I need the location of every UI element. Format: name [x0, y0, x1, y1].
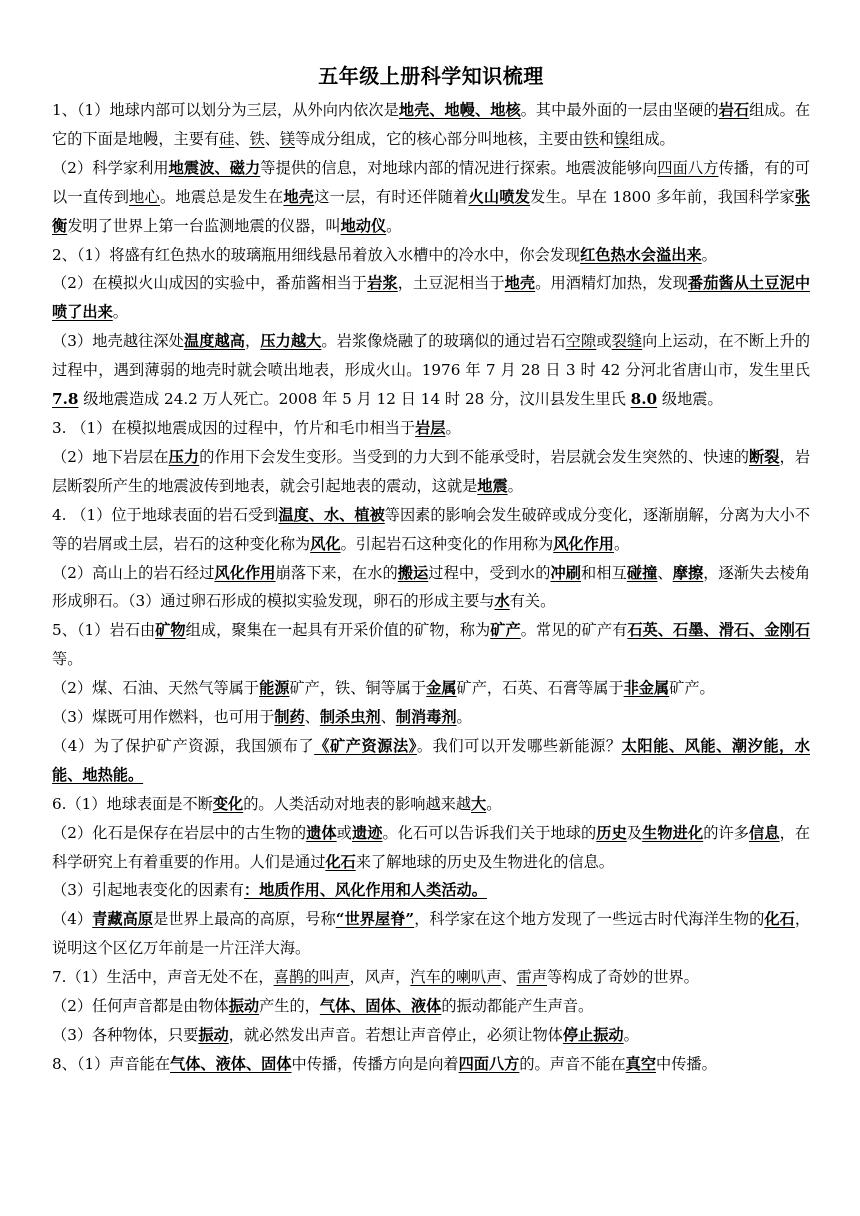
- key-term: 压力: [168, 447, 200, 466]
- text-segment: 。化石可以告诉我们关于地球的: [382, 823, 597, 842]
- text-segment: 的。声音不能在: [519, 1054, 626, 1073]
- text-segment: 1、（1）地球内部可以划分为三层，从外向内依次是: [52, 101, 399, 119]
- text-segment: 发生。早在 1800 多年前，我国科学家: [530, 187, 795, 206]
- key-term: 地震波、磁力: [168, 158, 261, 177]
- text-segment: 矿产，石英、石膏等属于: [456, 679, 624, 698]
- text-segment: （2）煤、石油、天然气等属于: [52, 679, 260, 698]
- key-term: 制杀虫剂: [319, 708, 381, 727]
- text-segment: （2）地下岩层在: [52, 447, 169, 466]
- key-term: 气体、固体、液体: [319, 997, 442, 1016]
- key-term: 《矿产资源法》: [314, 736, 417, 755]
- text-segment: ，就必然发出声音。若想让声音停止，必须让物体: [228, 1026, 563, 1044]
- text-segment: 过程中，受到水的: [428, 563, 551, 582]
- document-title: 五年级上册科学知识梳理: [318, 64, 544, 88]
- text-segment: 。引起岩石这种变化的作用称为: [340, 534, 554, 553]
- key-term: 岩浆: [367, 274, 398, 293]
- key-term: “世界屋脊”: [335, 910, 415, 929]
- text-segment: 、: [380, 708, 396, 727]
- text-segment: （2）化石是保存在岩层中的古生物的: [52, 823, 307, 842]
- text-segment: 矿产。: [669, 679, 715, 698]
- key-term: 风化作用: [553, 534, 614, 553]
- key-term: 遗迹: [351, 823, 383, 842]
- key-term: 搬运: [397, 563, 429, 582]
- text-segment: （2）科学家利用: [52, 158, 169, 177]
- text-segment: 及: [626, 823, 643, 842]
- text-segment: （3）煤既可用作燃料，也可用于: [52, 708, 275, 727]
- text-segment: 崩落下来，在水的: [275, 563, 398, 582]
- key-term: 风化: [310, 534, 341, 553]
- text-segment: 。常见的矿产有: [520, 621, 628, 640]
- key-term: 生物进化: [642, 823, 704, 842]
- text-segment: 这一层，有时还伴随着: [314, 187, 469, 206]
- text-segment: ，岩层断裂所产生的地震波传到地表，就会引起地表的震动，这就是: [52, 447, 811, 495]
- text-segment: 、: [501, 968, 517, 987]
- text-segment: 的许多: [703, 823, 750, 842]
- key-term: 振动: [198, 1026, 229, 1044]
- key-term: 石英、石墨、滑石、金刚石: [627, 621, 811, 640]
- text-segment: 矿产，铁、铜等属于: [289, 679, 427, 698]
- key-term: 信息: [749, 823, 780, 842]
- text-segment: 。: [112, 303, 128, 322]
- key-term: 铁: [583, 129, 599, 148]
- text-segment: （2）任何声音都是由物体: [52, 997, 229, 1016]
- key-term: 青藏高原: [92, 910, 154, 929]
- text-segment: 有关。: [509, 592, 556, 611]
- text-segment: 7.（1）生活中，声音无处不在，: [52, 968, 274, 987]
- text-segment: 组成。: [629, 129, 675, 148]
- text-segment: 发明了世界上第一台监测地震的仪器，叫: [67, 216, 341, 235]
- paragraph: [52, 327, 810, 414]
- paragraph: [52, 963, 810, 992]
- text-segment: 等成分组成，它的核心部分叫地核，主要由: [295, 129, 584, 148]
- text-segment: 、: [234, 129, 250, 148]
- text-segment: ，逐渐失去棱角形成卵石。（3）通过卵石形成的模拟实验发现，卵石的形成主要与: [52, 563, 811, 611]
- text-segment: 组成。在它的下面是地幔，主要有: [52, 101, 811, 148]
- text-segment: ，土豆泥相当于: [397, 274, 505, 293]
- text-segment: 传播，有的可以一直传到: [52, 158, 811, 206]
- text-segment: 或: [596, 332, 612, 351]
- text-segment: 来了解地球的历史及生物进化的信息。: [355, 852, 614, 871]
- key-term: 碰撞: [626, 563, 658, 582]
- text-segment: 。: [507, 476, 523, 495]
- text-segment: 等提供的信息，对地球内部的情况进行探索。地震波能够向: [260, 158, 658, 177]
- text-segment: ，说明这个区亿万年前是一片汪洋大海。: [52, 910, 811, 958]
- key-term: 制药: [274, 708, 305, 727]
- key-term: 真空: [625, 1054, 657, 1073]
- key-term: 制消毒剂: [395, 708, 457, 727]
- text-segment: 等因素的影响会发生破碎或成分变化，逐渐崩解，分离为大小不等的岩屑或土层，岩石的这种变化称为: [52, 505, 811, 553]
- paragraph: [52, 443, 810, 501]
- key-term: 遗体: [306, 823, 337, 842]
- text-segment: 。: [456, 708, 472, 727]
- text-segment: 。我们可以开发哪些新能源？: [416, 736, 622, 755]
- key-term: 番茄酱从土豆泥中喷了出来: [52, 274, 811, 322]
- key-term: 岩层: [415, 418, 446, 437]
- text-segment: （3）地壳越往深处: [52, 332, 184, 351]
- key-term: 岩石: [718, 101, 750, 119]
- text-segment: 向上运动，在不断上升的过程中，遇到薄弱的地壳时就会喷出地表，形成火山。1976 年 7 月 28 日 3 时 42 分河北省唐山市，发生里氏: [52, 332, 811, 380]
- text-segment: 。用酒精灯加热，发现: [535, 274, 688, 293]
- key-term: 地动仪: [340, 216, 387, 235]
- paragraph: [52, 732, 810, 790]
- key-term: 化石: [325, 852, 356, 871]
- text-segment: ，风声，: [349, 968, 411, 987]
- text-segment: ，在科学研究上有着重要的作用。人们是通过: [52, 823, 811, 871]
- text-segment: 4. （1）位于地球表面的岩石受到: [52, 505, 279, 524]
- text-segment: （2）高山上的岩石经过: [52, 563, 215, 582]
- text-segment: 是世界上最高的高原，号称: [153, 910, 336, 929]
- key-term: 水: [494, 592, 510, 611]
- key-term: 张衡: [52, 187, 811, 235]
- text-segment: 。: [623, 1026, 639, 1044]
- key-term: 硅: [219, 129, 235, 148]
- key-term: 压力越大: [260, 332, 322, 351]
- text-segment: 组成，聚集在一起具有开采价值的矿物，称为: [185, 621, 491, 640]
- text-segment: 。: [486, 794, 502, 813]
- paragraph: [52, 96, 810, 154]
- key-term: 能源: [259, 679, 290, 698]
- text-segment: 级地震。: [657, 390, 723, 409]
- key-term: 矿产: [490, 621, 521, 640]
- key-term: 汽车的喇叭声: [410, 968, 502, 987]
- text-segment: 。: [445, 418, 461, 437]
- key-term: 非金属: [623, 679, 670, 698]
- key-term: 地心: [129, 187, 160, 206]
- key-term: 变化: [212, 794, 244, 813]
- key-term: 大: [471, 794, 487, 813]
- text-segment: （4）为了保护矿产资源，我国颁布了: [52, 736, 315, 755]
- text-segment: 中传播。: [656, 1054, 717, 1073]
- text-segment: 3. （1）在模拟地震成因的过程中，竹片和毛巾相当于: [52, 418, 416, 437]
- key-term: 温度、水、植被: [278, 505, 385, 524]
- key-term: 温度越高: [183, 332, 246, 351]
- key-term: 铁: [249, 129, 265, 148]
- key-term: 断裂: [749, 447, 780, 466]
- paragraph: [52, 1050, 810, 1079]
- text-segment: 。岩浆像烧融了的玻璃似的通过岩石: [321, 332, 566, 351]
- key-term: 四面八方: [458, 1054, 520, 1073]
- document-body: [52, 96, 810, 1079]
- text-segment: 。地震总是发生在: [159, 187, 284, 206]
- paragraph: [52, 790, 810, 819]
- text-segment: 。: [386, 216, 402, 235]
- text-segment: 、: [304, 708, 320, 727]
- text-segment: 和: [598, 129, 614, 148]
- paragraph: [52, 414, 810, 443]
- key-term: 地壳: [283, 187, 315, 206]
- paragraph: [52, 703, 810, 732]
- text-segment: （3）引起地表变化的因素有: [52, 881, 244, 900]
- paragraph: [52, 992, 810, 1021]
- paragraph: [52, 674, 810, 703]
- text-segment: 5、（1）岩石由: [52, 621, 156, 640]
- paragraph: [52, 559, 810, 617]
- text-segment: （3）各种物体，只要: [52, 1026, 199, 1044]
- key-term: 历史: [596, 823, 627, 842]
- key-term: 镍: [613, 129, 630, 148]
- key-term: 振动: [228, 997, 260, 1016]
- text-segment: 等构成了奇妙的世界。: [546, 968, 699, 987]
- key-term: 地壳、地幔、地核: [398, 101, 521, 119]
- key-term: 裂缝: [611, 332, 643, 351]
- text-segment: 、: [264, 129, 280, 148]
- key-term: 化石: [764, 910, 795, 929]
- paragraph: [52, 241, 810, 270]
- text-segment: 。: [613, 534, 630, 553]
- paragraph: [52, 905, 810, 963]
- text-segment: 或: [336, 823, 352, 842]
- text-segment: 8、（1）声音能在: [52, 1054, 171, 1073]
- key-term: 风化作用: [214, 563, 276, 582]
- key-term: 金属: [426, 679, 457, 698]
- text-segment: ，: [245, 332, 261, 351]
- key-term: 空隙: [565, 332, 597, 351]
- text-segment: 中传播，传播方向是向着: [291, 1054, 459, 1073]
- key-term: ：地质作用、风化作用和人类活动。: [243, 881, 487, 900]
- key-term: 冲刷: [550, 563, 582, 582]
- paragraph: [52, 1021, 810, 1050]
- text-segment: （2）在模拟火山成因的实验中，番茄酱相当于: [52, 274, 368, 293]
- key-term: 矿物: [155, 621, 186, 640]
- paragraph: [52, 154, 810, 241]
- text-segment: 级地震造成 24.2 万人死亡。2008 年 5 月 12 日 14 时 28 分，汶川县发生里氏: [78, 390, 631, 409]
- text-segment: 2、（1）将盛有红色热水的玻璃瓶用细线悬吊着放入水槽中的冷水中，你会发现: [52, 245, 581, 264]
- text-segment: 等。: [52, 650, 83, 669]
- key-term: 地壳: [504, 274, 536, 293]
- text-segment: 6.（1）地球表面是不断: [52, 794, 213, 813]
- key-term: 气体、液体、固体: [170, 1054, 292, 1073]
- key-term: 7.8: [52, 390, 79, 409]
- text-segment: 、: [657, 563, 673, 582]
- key-term: 四面八方: [657, 158, 719, 177]
- text-segment: 的。人类活动对地表的影响越来越: [243, 794, 472, 813]
- paragraph: [52, 616, 810, 674]
- key-term: 镁: [279, 129, 295, 148]
- paragraph: [52, 269, 810, 327]
- text-segment: 的作用下会发生变形。当受到的力大到不能承受时，岩层就会发生突然的、快速的: [199, 447, 749, 466]
- key-term: 雷声: [516, 968, 547, 987]
- paragraph: [52, 819, 810, 877]
- key-term: 停止振动: [562, 1026, 624, 1044]
- key-term: 地震: [477, 476, 508, 495]
- text-segment: 。其中最外面的一层由坚硬的: [520, 101, 719, 119]
- key-term: 8.0: [630, 390, 658, 409]
- key-term: 太阳能、风能、潮汐能，水能、地热能。: [52, 736, 810, 784]
- text-segment: 的振动都能产生声音。: [441, 997, 594, 1016]
- text-segment: （4）: [52, 910, 93, 929]
- key-term: 火山喷发: [468, 187, 531, 206]
- text-segment: 和相互: [581, 563, 627, 582]
- key-term: 摩擦: [672, 563, 704, 582]
- text-segment: ，科学家在这个地方发现了一些远古时代海洋生物的: [414, 910, 765, 929]
- key-term: 喜鹊的叫声: [273, 968, 350, 987]
- paragraph: [52, 876, 810, 905]
- paragraph: [52, 501, 810, 559]
- key-term: 红色热水会溢出来: [580, 245, 702, 264]
- text-segment: 。: [701, 245, 717, 264]
- text-segment: 产生的，: [259, 997, 320, 1016]
